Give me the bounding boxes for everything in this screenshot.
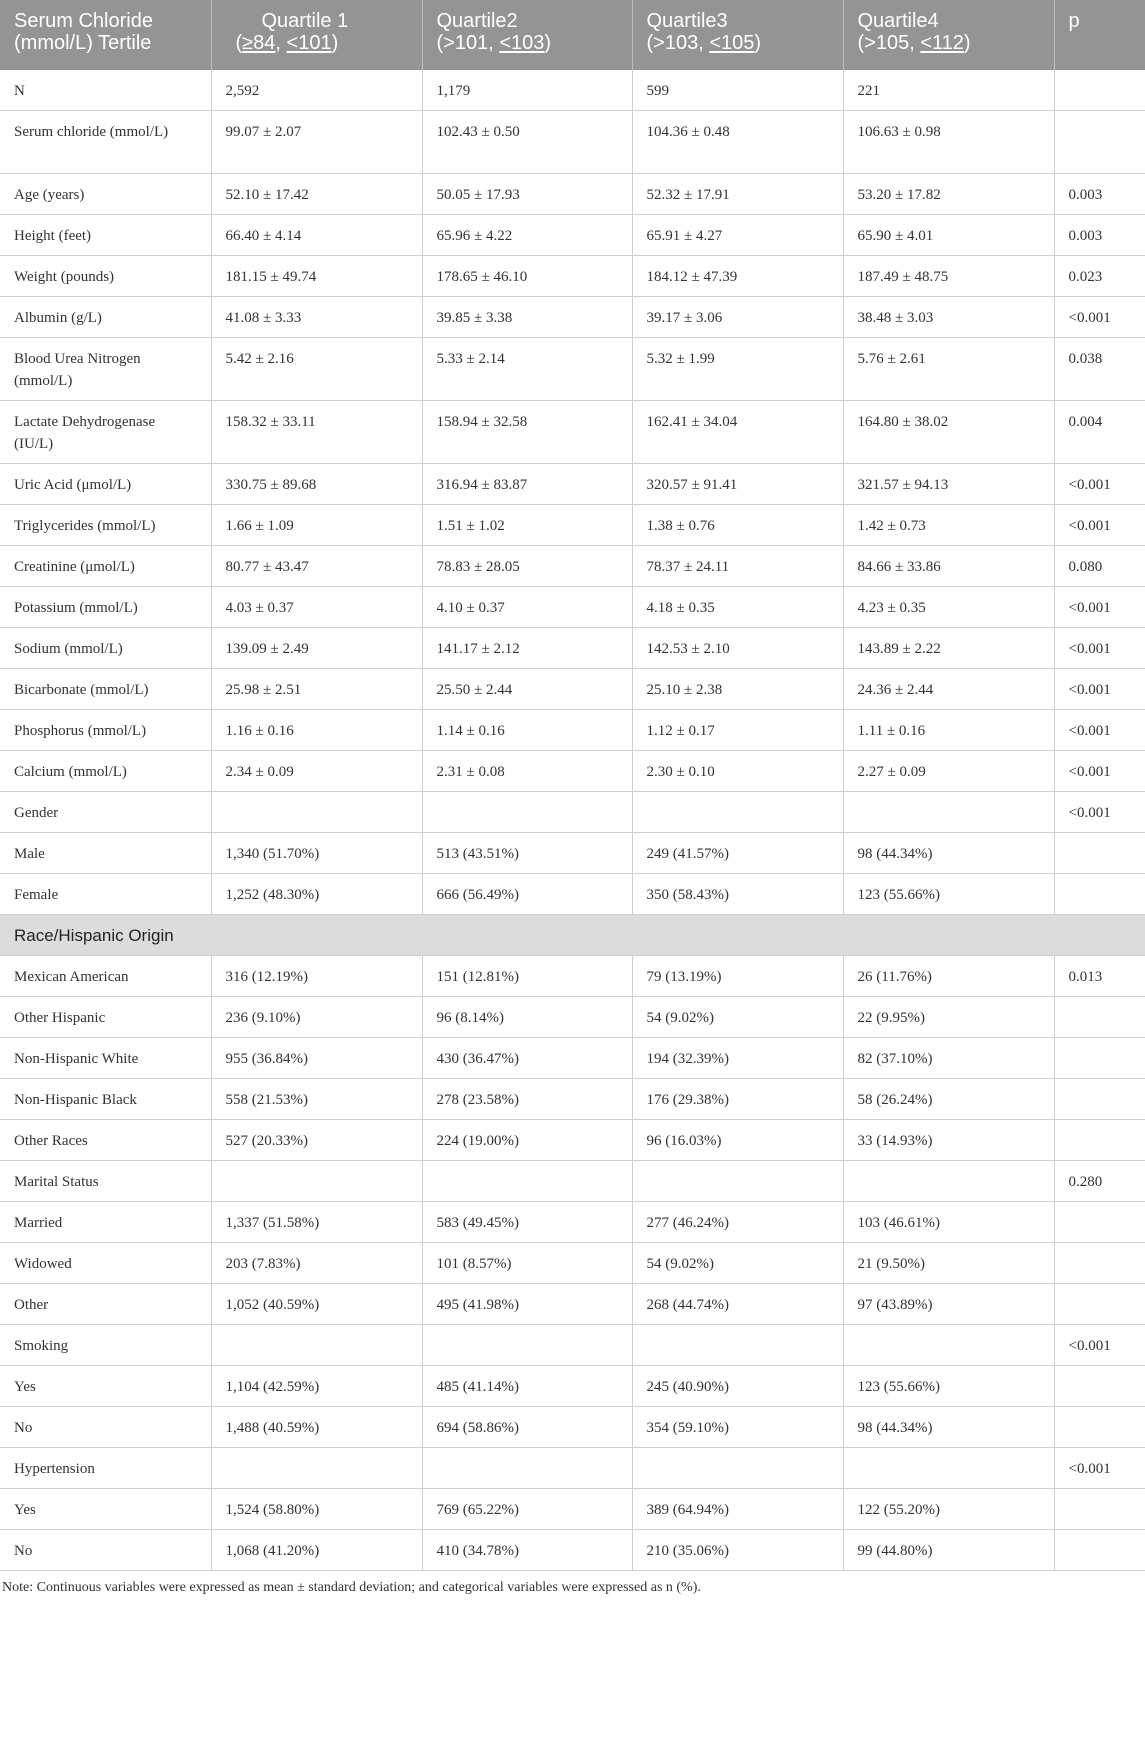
quartile4-cell: 65.90 ± 4.01 [843,215,1054,256]
quartile2-cell: 1.51 ± 1.02 [422,505,632,546]
header-line2: (mmol/L) Tertile [14,32,152,54]
table-row [0,1161,1145,1202]
quartile1-cell [211,792,422,833]
quartile3-cell: 320.57 ± 91.41 [632,464,843,505]
quartile4-cell: 5.76 ± 2.61 [843,338,1054,401]
quartile3-cell: 249 (41.57%) [632,833,843,874]
row-label-cell: Calcium (mmol/L) [0,751,211,792]
table-row [0,1079,1145,1120]
table-row [0,174,1145,215]
table-row [0,669,1145,710]
header-label-cell [0,0,211,70]
p-value-cell: <0.001 [1054,587,1145,628]
header-line2: (≥84, <101) [235,32,339,54]
quartile1-cell: 158.32 ± 33.11 [211,401,422,464]
table-row [0,833,1145,874]
p-value-cell: <0.001 [1054,669,1145,710]
p-value-cell: 0.280 [1054,1161,1145,1202]
quartile4-cell: 4.23 ± 0.35 [843,587,1054,628]
quartile1-cell: 1.16 ± 0.16 [211,710,422,751]
p-value-cell: <0.001 [1054,297,1145,338]
quartile3-cell: 210 (35.06%) [632,1530,843,1571]
quartile4-cell: 143.89 ± 2.22 [843,628,1054,669]
quartile3-cell: 162.41 ± 34.04 [632,401,843,464]
header-line1: p [1068,10,1080,32]
quartile3-cell: 2.30 ± 0.10 [632,751,843,792]
table-row [0,1325,1145,1366]
row-label-cell: Bicarbonate (mmol/L) [0,669,211,710]
p-value-cell: 0.023 [1054,256,1145,297]
p-value-cell: <0.001 [1054,464,1145,505]
row-label-cell: Hypertension [0,1448,211,1489]
quartile4-cell: 98 (44.34%) [843,1407,1054,1448]
quartile4-cell: 1.11 ± 0.16 [843,710,1054,751]
quartile3-cell: 245 (40.90%) [632,1366,843,1407]
quartile2-cell: 102.43 ± 0.50 [422,111,632,174]
quartile2-cell: 158.94 ± 32.58 [422,401,632,464]
quartile3-cell: 65.91 ± 4.27 [632,215,843,256]
header-line1: Quartile3 [646,10,728,32]
quartile3-cell: 54 (9.02%) [632,1243,843,1284]
row-label-cell: Other Hispanic [0,997,211,1038]
quartile4-cell: 53.20 ± 17.82 [843,174,1054,215]
header-line2: (>103, <105) [646,32,762,54]
header-line1: Quartile4 [857,10,939,32]
quartile1-cell: 330.75 ± 89.68 [211,464,422,505]
table-row [0,792,1145,833]
quartile3-cell: 79 (13.19%) [632,956,843,997]
quartile1-cell: 66.40 ± 4.14 [211,215,422,256]
p-value-cell: 0.013 [1054,956,1145,997]
quartile2-cell: 769 (65.22%) [422,1489,632,1530]
quartile2-cell: 1.14 ± 0.16 [422,710,632,751]
quartile1-cell: 99.07 ± 2.07 [211,111,422,174]
quartile2-cell: 316.94 ± 83.87 [422,464,632,505]
quartile3-cell: 1.12 ± 0.17 [632,710,843,751]
table-row [0,401,1145,464]
quartile4-cell: 221 [843,70,1054,111]
p-value-cell [1054,1202,1145,1243]
quartile1-cell: 1,052 (40.59%) [211,1284,422,1325]
table-row [0,1407,1145,1448]
p-value-cell [1054,1489,1145,1530]
quartile4-cell [843,1325,1054,1366]
quartile2-cell: 224 (19.00%) [422,1120,632,1161]
row-label-cell: Phosphorus (mmol/L) [0,710,211,751]
row-label-cell: Albumin (g/L) [0,297,211,338]
quartile2-cell: 430 (36.47%) [422,1038,632,1079]
quartile2-cell: 151 (12.81%) [422,956,632,997]
quartile1-cell: 558 (21.53%) [211,1079,422,1120]
quartile1-cell: 236 (9.10%) [211,997,422,1038]
quartile3-cell: 5.32 ± 1.99 [632,338,843,401]
quartile1-cell: 955 (36.84%) [211,1038,422,1079]
p-value-cell: 0.080 [1054,546,1145,587]
quartile3-cell: 78.37 ± 24.11 [632,546,843,587]
p-value-cell: <0.001 [1054,505,1145,546]
quartile2-cell: 694 (58.86%) [422,1407,632,1448]
row-label-cell: Mexican American [0,956,211,997]
quartile3-cell: 39.17 ± 3.06 [632,297,843,338]
quartile1-cell: 1,340 (51.70%) [211,833,422,874]
quartile4-cell: 58 (26.24%) [843,1079,1054,1120]
row-label-cell: Male [0,833,211,874]
quartile3-cell: 389 (64.94%) [632,1489,843,1530]
quartile4-cell [843,792,1054,833]
p-value-cell: 0.038 [1054,338,1145,401]
p-value-cell [1054,1366,1145,1407]
quartile2-cell: 410 (34.78%) [422,1530,632,1571]
p-value-cell [1054,874,1145,915]
table-body [0,70,1145,1571]
table-row [0,111,1145,174]
p-value-cell: 0.004 [1054,401,1145,464]
table-row [0,1448,1145,1489]
quartile3-cell [632,792,843,833]
quartile2-cell: 1,179 [422,70,632,111]
quartile1-cell: 5.42 ± 2.16 [211,338,422,401]
quartile1-cell: 4.03 ± 0.37 [211,587,422,628]
p-value-cell [1054,1038,1145,1079]
row-label-cell: Serum chloride (mmol/L) [0,111,211,174]
table-row [0,1366,1145,1407]
quartile4-cell: 164.80 ± 38.02 [843,401,1054,464]
table-row [0,1038,1145,1079]
row-label-cell: Triglycerides (mmol/L) [0,505,211,546]
quartile4-cell: 38.48 ± 3.03 [843,297,1054,338]
quartile3-cell: 277 (46.24%) [632,1202,843,1243]
quartile3-cell: 1.38 ± 0.76 [632,505,843,546]
quartile2-cell: 278 (23.58%) [422,1079,632,1120]
quartile1-cell [211,1325,422,1366]
quartile3-cell: 268 (44.74%) [632,1284,843,1325]
row-label-cell: Smoking [0,1325,211,1366]
row-label-cell: Other [0,1284,211,1325]
p-value-cell [1054,1079,1145,1120]
row-label-cell: Female [0,874,211,915]
row-label-cell: No [0,1407,211,1448]
quartile1-cell: 1,068 (41.20%) [211,1530,422,1571]
quartile4-cell: 99 (44.80%) [843,1530,1054,1571]
header-quartile2-cell [422,0,632,70]
p-value-cell [1054,1284,1145,1325]
quartile4-cell: 26 (11.76%) [843,956,1054,997]
p-value-cell: <0.001 [1054,751,1145,792]
quartile2-cell [422,1448,632,1489]
table-row [0,997,1145,1038]
quartile1-cell: 139.09 ± 2.49 [211,628,422,669]
section-label: Race/Hispanic Origin [0,915,1145,956]
table-row [0,1530,1145,1571]
quartile4-cell [843,1161,1054,1202]
quartile1-cell: 203 (7.83%) [211,1243,422,1284]
quartile3-cell: 4.18 ± 0.35 [632,587,843,628]
p-value-cell [1054,70,1145,111]
p-value-cell: <0.001 [1054,710,1145,751]
row-label-cell: Age (years) [0,174,211,215]
row-label-cell: Non-Hispanic Black [0,1079,211,1120]
table-row [0,1243,1145,1284]
quartile2-cell: 485 (41.14%) [422,1366,632,1407]
quartile4-cell: 103 (46.61%) [843,1202,1054,1243]
p-value-cell [1054,1120,1145,1161]
quartile2-cell: 4.10 ± 0.37 [422,587,632,628]
p-value-cell: <0.001 [1054,792,1145,833]
quartile4-cell: 98 (44.34%) [843,833,1054,874]
row-label-cell: Gender [0,792,211,833]
quartile2-cell: 39.85 ± 3.38 [422,297,632,338]
quartile1-cell: 41.08 ± 3.33 [211,297,422,338]
table-row [0,70,1145,111]
header-quartile1-cell [211,0,422,70]
quartile4-cell: 1.42 ± 0.73 [843,505,1054,546]
quartile3-cell: 142.53 ± 2.10 [632,628,843,669]
table-row [0,874,1145,915]
section-row [0,915,1145,956]
p-value-cell [1054,1407,1145,1448]
row-label-cell: Lactate Dehydrogenase (IU/L) [0,401,211,464]
p-value-cell: 0.003 [1054,174,1145,215]
quartile4-cell: 122 (55.20%) [843,1489,1054,1530]
table-row [0,710,1145,751]
row-label-cell: Yes [0,1489,211,1530]
quartile2-cell: 96 (8.14%) [422,997,632,1038]
quartile1-cell: 1,524 (58.80%) [211,1489,422,1530]
table-row [0,1120,1145,1161]
quartile3-cell: 184.12 ± 47.39 [632,256,843,297]
quartile4-cell: 321.57 ± 94.13 [843,464,1054,505]
quartile1-cell: 1.66 ± 1.09 [211,505,422,546]
quartile2-cell: 178.65 ± 46.10 [422,256,632,297]
quartile2-cell: 583 (49.45%) [422,1202,632,1243]
row-label-cell: No [0,1530,211,1571]
table-row [0,1284,1145,1325]
quartile2-cell: 50.05 ± 17.93 [422,174,632,215]
quartile3-cell: 350 (58.43%) [632,874,843,915]
p-value-cell: 0.003 [1054,215,1145,256]
quartile1-cell [211,1161,422,1202]
quartile2-cell: 513 (43.51%) [422,833,632,874]
quartile1-cell: 2.34 ± 0.09 [211,751,422,792]
table-row [0,546,1145,587]
quartile2-cell: 78.83 ± 28.05 [422,546,632,587]
table-header [0,0,1145,70]
quartile4-cell: 106.63 ± 0.98 [843,111,1054,174]
quartile1-cell: 52.10 ± 17.42 [211,174,422,215]
quartile4-cell: 82 (37.10%) [843,1038,1054,1079]
quartile2-cell: 25.50 ± 2.44 [422,669,632,710]
p-value-cell [1054,111,1145,174]
row-label-cell: Widowed [0,1243,211,1284]
quartile2-cell: 5.33 ± 2.14 [422,338,632,401]
header-quartile4-cell [843,0,1054,70]
quartile3-cell: 54 (9.02%) [632,997,843,1038]
quartile4-cell: 21 (9.50%) [843,1243,1054,1284]
table-row [0,215,1145,256]
quartile1-cell: 80.77 ± 43.47 [211,546,422,587]
quartile3-cell: 104.36 ± 0.48 [632,111,843,174]
quartile2-cell [422,1325,632,1366]
quartile1-cell: 1,488 (40.59%) [211,1407,422,1448]
quartile3-cell [632,1161,843,1202]
header-line1: Quartile2 [436,10,518,32]
quartile4-cell: 24.36 ± 2.44 [843,669,1054,710]
quartile4-cell: 22 (9.95%) [843,997,1054,1038]
quartile1-cell: 181.15 ± 49.74 [211,256,422,297]
row-label-cell: Uric Acid (μmol/L) [0,464,211,505]
table-note: Note: Continuous variables were expressed as mean ± standard deviation; and categorical variables were expressed as n (%). [2,1580,701,1595]
header-quartile3-cell [632,0,843,70]
quartile2-cell: 2.31 ± 0.08 [422,751,632,792]
row-label-cell: Potassium (mmol/L) [0,587,211,628]
quartile4-cell: 123 (55.66%) [843,1366,1054,1407]
row-label-cell: Creatinine (μmol/L) [0,546,211,587]
table-row [0,338,1145,401]
quartile1-cell: 25.98 ± 2.51 [211,669,422,710]
quartile1-cell: 316 (12.19%) [211,956,422,997]
p-value-cell [1054,1530,1145,1571]
row-label-cell: N [0,70,211,111]
table-row [0,956,1145,997]
header-p-cell [1054,0,1145,70]
table-row [0,1489,1145,1530]
table-row [0,464,1145,505]
header-line1: Quartile 1 [261,10,349,32]
header-line2: (>101, <103) [436,32,552,54]
p-value-cell: <0.001 [1054,1325,1145,1366]
quartile4-cell [843,1448,1054,1489]
table-row [0,256,1145,297]
header-line1: Serum Chloride [14,10,153,32]
p-value-cell: <0.001 [1054,1448,1145,1489]
row-label-cell: Weight (pounds) [0,256,211,297]
quartile3-cell [632,1448,843,1489]
row-label-cell: Married [0,1202,211,1243]
row-label-cell: Blood Urea Nitrogen (mmol/L) [0,338,211,401]
quartile1-cell [211,1448,422,1489]
table-row [0,587,1145,628]
quartile4-cell: 84.66 ± 33.86 [843,546,1054,587]
p-value-cell [1054,997,1145,1038]
quartile3-cell: 176 (29.38%) [632,1079,843,1120]
quartile2-cell [422,1161,632,1202]
quartile4-cell: 33 (14.93%) [843,1120,1054,1161]
quartile3-cell: 96 (16.03%) [632,1120,843,1161]
quartile2-cell: 101 (8.57%) [422,1243,632,1284]
quartile3-cell: 194 (32.39%) [632,1038,843,1079]
row-label-cell: Height (feet) [0,215,211,256]
quartile4-cell: 2.27 ± 0.09 [843,751,1054,792]
quartile1-cell: 1,104 (42.59%) [211,1366,422,1407]
table-row [0,751,1145,792]
row-label-cell: Sodium (mmol/L) [0,628,211,669]
quartile3-cell: 599 [632,70,843,111]
quartile4-cell: 97 (43.89%) [843,1284,1054,1325]
quartile2-cell: 495 (41.98%) [422,1284,632,1325]
quartile3-cell: 354 (59.10%) [632,1407,843,1448]
p-value-cell [1054,833,1145,874]
table-row [0,628,1145,669]
row-label-cell: Non-Hispanic White [0,1038,211,1079]
row-label-cell: Other Races [0,1120,211,1161]
header-line2: (>105, <112) [857,32,971,54]
quartile1-cell: 527 (20.33%) [211,1120,422,1161]
quartile2-cell [422,792,632,833]
quartile3-cell [632,1325,843,1366]
quartile1-cell: 1,337 (51.58%) [211,1202,422,1243]
row-label-cell: Yes [0,1366,211,1407]
quartile3-cell: 52.32 ± 17.91 [632,174,843,215]
table-row [0,297,1145,338]
quartile2-cell: 141.17 ± 2.12 [422,628,632,669]
quartile1-cell: 1,252 (48.30%) [211,874,422,915]
quartile3-cell: 25.10 ± 2.38 [632,669,843,710]
row-label-cell: Marital Status [0,1161,211,1202]
quartile4-cell: 187.49 ± 48.75 [843,256,1054,297]
quartile1-cell: 2,592 [211,70,422,111]
quartile4-cell: 123 (55.66%) [843,874,1054,915]
p-value-cell [1054,1243,1145,1284]
table-row [0,505,1145,546]
quartile2-cell: 666 (56.49%) [422,874,632,915]
quartile2-cell: 65.96 ± 4.22 [422,215,632,256]
table-row [0,1202,1145,1243]
p-value-cell: <0.001 [1054,628,1145,669]
